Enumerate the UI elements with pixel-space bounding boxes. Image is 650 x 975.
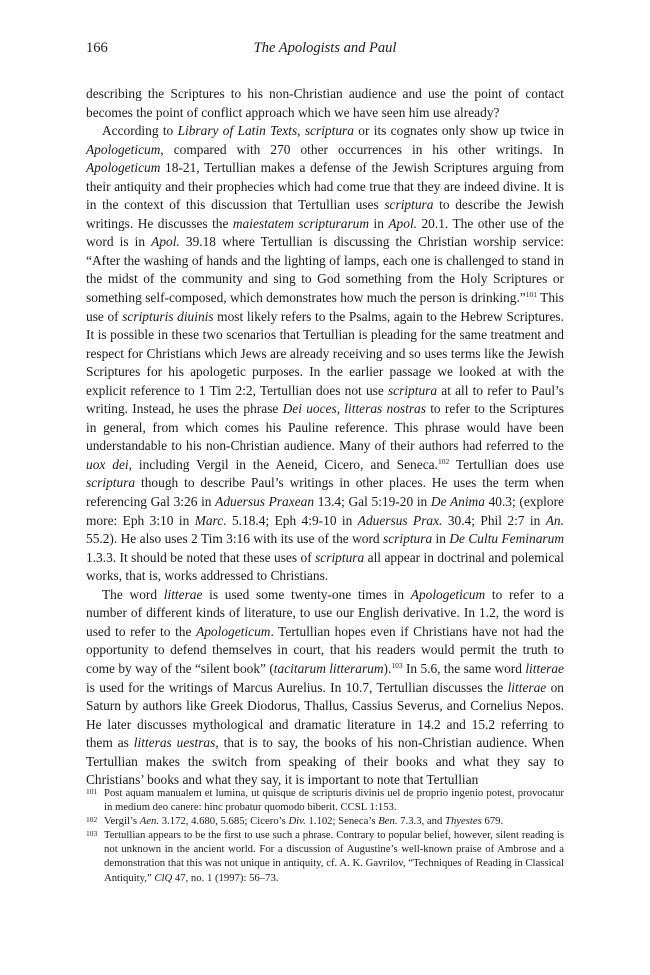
text-run: The word xyxy=(102,586,164,602)
footnote-text: 1.102; Seneca’s xyxy=(305,815,379,828)
italic-term: Marc. xyxy=(194,512,227,528)
italic-term: scriptura xyxy=(387,382,438,398)
text-run: , compared with 270 other occurrences in his other writings. In xyxy=(160,141,564,157)
text-run: most likely refers to the Psalms, again to the Hebrew Scriptures. It is possible in these two scenarios that Tertullian is pleading for the same treatment and respect for Christians which Jews are already receiving and so uses terms like the Jewish Scriptures for his apologetic purposes. In the earlier passage we looked at with the explicit reference to 1 Tim 2:2, Tertullian does not use xyxy=(86,308,564,398)
text-run: describing the Scriptures to his non-Christian audience and use the point of contact becomes the point of conflict approach which we have seen him use already? xyxy=(86,86,564,120)
italic-term: Apologeticum xyxy=(196,623,271,639)
text-run: to refer to a number of different kinds of literature, to use our English derivative. In 1.2, the word is used to refer to the xyxy=(86,586,564,639)
italic-term: scriptura xyxy=(315,549,365,565)
text-run: This use of xyxy=(86,290,564,324)
italic-term: Apologeticum xyxy=(86,160,161,176)
footnote-ref-103[interactable]: 103 xyxy=(391,660,403,670)
italic-term: tacitarum litterarum xyxy=(273,660,384,676)
running-head xyxy=(86,40,564,60)
italic-term: Apol. xyxy=(151,234,180,250)
text-run: on Saturn by authors like Greek Diodorus, Thallus, Cassius Severus, and Cornelius Nepos. He later discusses mythological and dramatic literature in 14.2 and 15.2 referring to them as xyxy=(86,679,564,751)
text-run: though to describe Paul’s writings in other places. He uses the term when referencing Gal 3:26 in xyxy=(86,475,564,510)
text-run: is used for the writings of Marcus Aurelius. In 10.7, Tertullian discusses the xyxy=(86,679,508,695)
italic-term: maiestatem scripturarum xyxy=(232,215,370,231)
text-run: to refer to the Scriptures in general, from which comes his Pauline reference. This phrase would have been understandable to his non-Christian audience. Many of their authors had referred to the xyxy=(86,401,564,454)
text-run: . Tertullian hopes even if Christians have not had the opportunity to defend themselves in court, that his readers would permit the truth to come by way of the “silent book” ( xyxy=(86,623,564,676)
text-run: is used some twenty-one times in xyxy=(202,586,411,602)
italic-term: scriptura xyxy=(384,197,434,213)
text-run: in xyxy=(432,531,450,547)
italic-term: Apologeticum xyxy=(410,586,486,602)
text-run: 5.18.4; Eph 4:9-10 in xyxy=(226,512,358,528)
text-run: Tertullian does use xyxy=(449,456,564,472)
italic-term: scripturis diuinis xyxy=(122,308,214,324)
italic-term: Library of Latin Texts xyxy=(177,123,298,139)
italic-term: scriptura xyxy=(304,123,354,139)
footnote-text: Vergil’s xyxy=(104,815,140,828)
footnote-text: 3.172, 4.680, 5.685; Cicero’s xyxy=(159,815,289,828)
text-run: , including Vergil in the Aeneid, Cicero, and Seneca. xyxy=(128,456,438,472)
text-run: to describe the Jewish writings. He discusses the xyxy=(86,197,564,231)
italic-term: Apol. xyxy=(388,215,418,231)
footnote-ref-101[interactable]: 101 xyxy=(525,290,538,300)
text-run: 13.4; Gal 5:19-20 in xyxy=(314,494,431,510)
italic-term: Thyestes xyxy=(445,815,482,828)
footnote-ref-102[interactable]: 102 xyxy=(437,456,450,466)
footnote-101 xyxy=(86,786,564,814)
footnote-text: 47, no. 1 (1997): 56–73. xyxy=(172,871,279,884)
text-run: 30.4; Phil 2:7 in xyxy=(442,512,546,528)
text-run: According to xyxy=(102,123,178,139)
footnote-number: 103 xyxy=(86,829,98,839)
text-run: ). xyxy=(383,660,392,676)
footnotes xyxy=(86,786,564,885)
text-run: 39.18 where Tertullian is discussing the Christian worship service: “After the washing of hands and the lighting of lamps, each one is challenged to stand in the midst of the community and sing to God something from the Holy Scriptures or something self-composed, which demonstrates how much the person is drinking.” xyxy=(86,234,564,306)
footnote-number: 102 xyxy=(86,815,98,825)
italic-term: scriptura xyxy=(86,475,136,491)
italic-term: Apologeticum xyxy=(86,141,161,157)
footnote-text: 7.3.3, and xyxy=(397,815,445,828)
text-run: 1.3.3. It should be noted that these uses of xyxy=(86,549,316,565)
italic-term: uox dei xyxy=(86,456,129,472)
page-number: 166 xyxy=(86,40,108,56)
italic-term: litteras uestras xyxy=(133,735,216,751)
text-run: 40.3; (explore more: Eph 3:10 in xyxy=(86,494,564,528)
text-run: , xyxy=(297,123,305,139)
text-run: in xyxy=(369,215,389,231)
text-run: at all to refer to Paul’s writing. Instead, he uses the phrase xyxy=(86,382,564,417)
text-run: all appear in doctrinal and polemical works, that is, works addressed to Christians. xyxy=(86,549,564,584)
italic-term: Ben. xyxy=(378,815,398,828)
italic-term: Dei uoces, litteras nostras xyxy=(282,401,426,417)
text-run: 55.2). He also uses 2 Tim 3:16 with its use of the word xyxy=(86,531,384,547)
italic-term: De Anima xyxy=(430,494,485,510)
italic-term: An. xyxy=(545,512,564,528)
text-run: 18-21, Tertullian makes a defense of the Jewish Scriptures arguing from their antiquity and their prophecies which had come true that they are indeed divine. It is in the context of this discussion that Tertullian uses xyxy=(86,160,564,213)
italic-term: Aduersus Praxean xyxy=(215,494,315,510)
text-run: or its cognates only show up twice in xyxy=(353,123,564,139)
italic-term: ClQ xyxy=(154,871,173,884)
paragraph-1 xyxy=(86,85,564,122)
italic-term: litterae xyxy=(507,679,547,695)
body-text xyxy=(86,85,564,790)
text-run: , that is to say, the books of his non-Christian audience. When Tertullian makes the switch from speaking of their books and what they say to Christians’ books and what they say, it is important to note that Tertullian xyxy=(86,735,565,788)
paragraph-3 xyxy=(86,586,564,790)
footnote-102 xyxy=(86,814,564,828)
footnote-103 xyxy=(86,828,564,884)
italic-term: litterae xyxy=(163,586,203,602)
italic-term: Aduersus Prax. xyxy=(357,512,443,528)
footnote-text: Tertullian appears to be the first to use such a phrase. Contrary to popular belief, however, silent reading is not unknown in the ancient world. For a discussion of Augustine’s well-known praise of Ambrose and a demonstration that this was not unique in antiquity, cf. A. K. Gavrilov, “Techniques of Reading in Classical Antiquity,” xyxy=(104,829,564,884)
footnote-number: 101 xyxy=(86,787,98,796)
italic-term: litterae xyxy=(525,660,565,676)
italic-term: scriptura xyxy=(383,531,433,547)
italic-term: Div. xyxy=(288,815,306,828)
running-title: The Apologists and Paul xyxy=(253,40,397,56)
italic-term: De Cultu Feminarum xyxy=(449,531,564,547)
text-run: 20.1. The other use of the word is in xyxy=(86,215,564,250)
footnote-text: Post aquam manualem et lumina, ut quisque de scripturis divinis uel de proprio ingenio potest, provocatur in medium deo canere: hinc probatur quomodo biberit. CCSL 1:153. xyxy=(104,787,564,814)
text-run: In 5.6, the same word xyxy=(402,660,526,676)
footnote-text: 679. xyxy=(481,815,504,828)
italic-term: Aen. xyxy=(139,815,160,828)
paragraph-2 xyxy=(86,122,564,586)
